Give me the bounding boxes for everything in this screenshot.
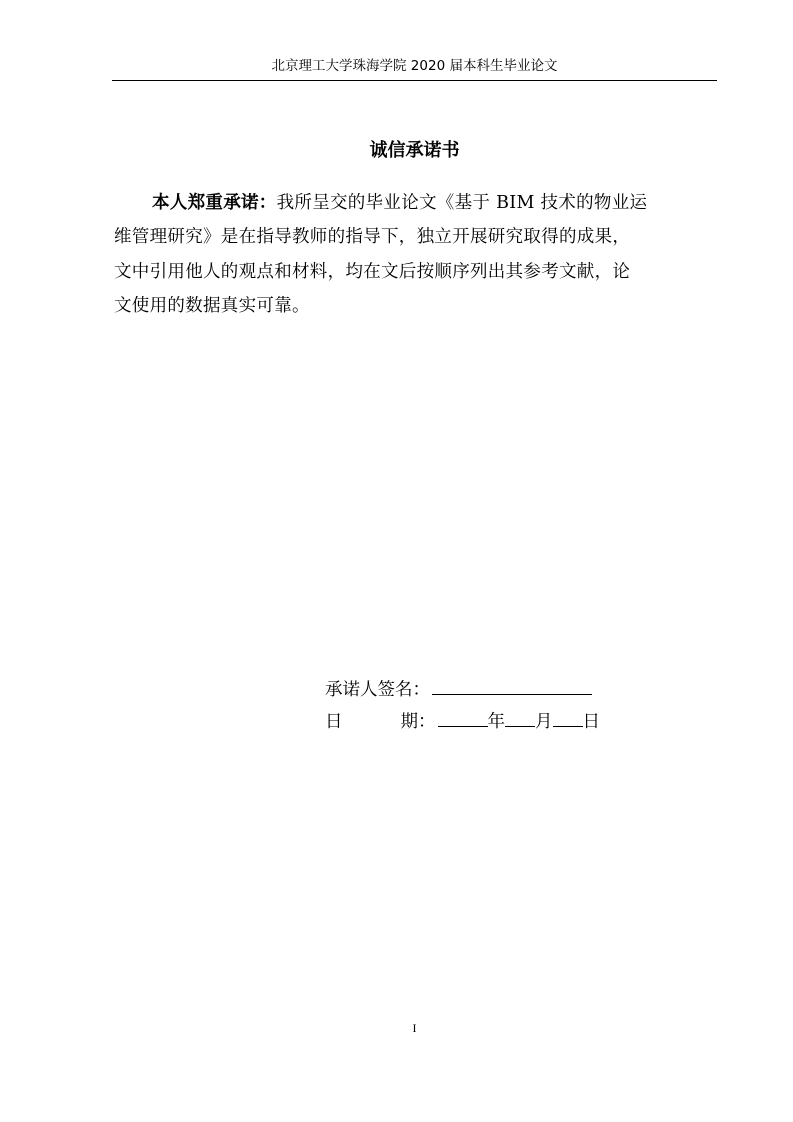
date-label-qi: 期： bbox=[400, 712, 436, 732]
month-label: 月 bbox=[535, 712, 553, 732]
paragraph-text-1: 我所呈交的毕业论文《基于 BIM 技术的物业运 bbox=[276, 193, 648, 213]
signer-label: 承诺人签名： bbox=[325, 680, 430, 700]
day-label: 日 bbox=[582, 712, 600, 732]
signature-block bbox=[325, 674, 600, 738]
day-field[interactable] bbox=[553, 706, 583, 727]
page-title: 诚信承诺书 bbox=[369, 140, 460, 161]
paragraph-line-1 bbox=[114, 186, 704, 220]
page-number: I bbox=[412, 1021, 417, 1035]
signature-field[interactable] bbox=[432, 674, 592, 695]
month-field[interactable] bbox=[505, 706, 535, 727]
date-row bbox=[325, 706, 600, 738]
commitment-paragraph bbox=[114, 186, 704, 323]
paragraph-line-3: 文中引用他人的观点和材料，均在文后按顺序列出其参考文献，论 bbox=[114, 261, 631, 282]
year-label: 年 bbox=[487, 712, 505, 732]
commitment-lead: 本人郑重承诺： bbox=[152, 193, 277, 213]
date-label-ri: 日 bbox=[325, 712, 343, 732]
signer-row bbox=[325, 674, 600, 706]
paragraph-line-4: 文使用的数据真实可靠。 bbox=[114, 295, 310, 316]
year-field[interactable] bbox=[438, 706, 488, 727]
paragraph-line-2: 维管理研究》是在指导教师的指导下，独立开展研究取得的成果， bbox=[114, 227, 631, 248]
header-rule bbox=[112, 80, 717, 81]
page-header: 北京理工大学珠海学院 2020 届本科生毕业论文 bbox=[271, 58, 558, 74]
